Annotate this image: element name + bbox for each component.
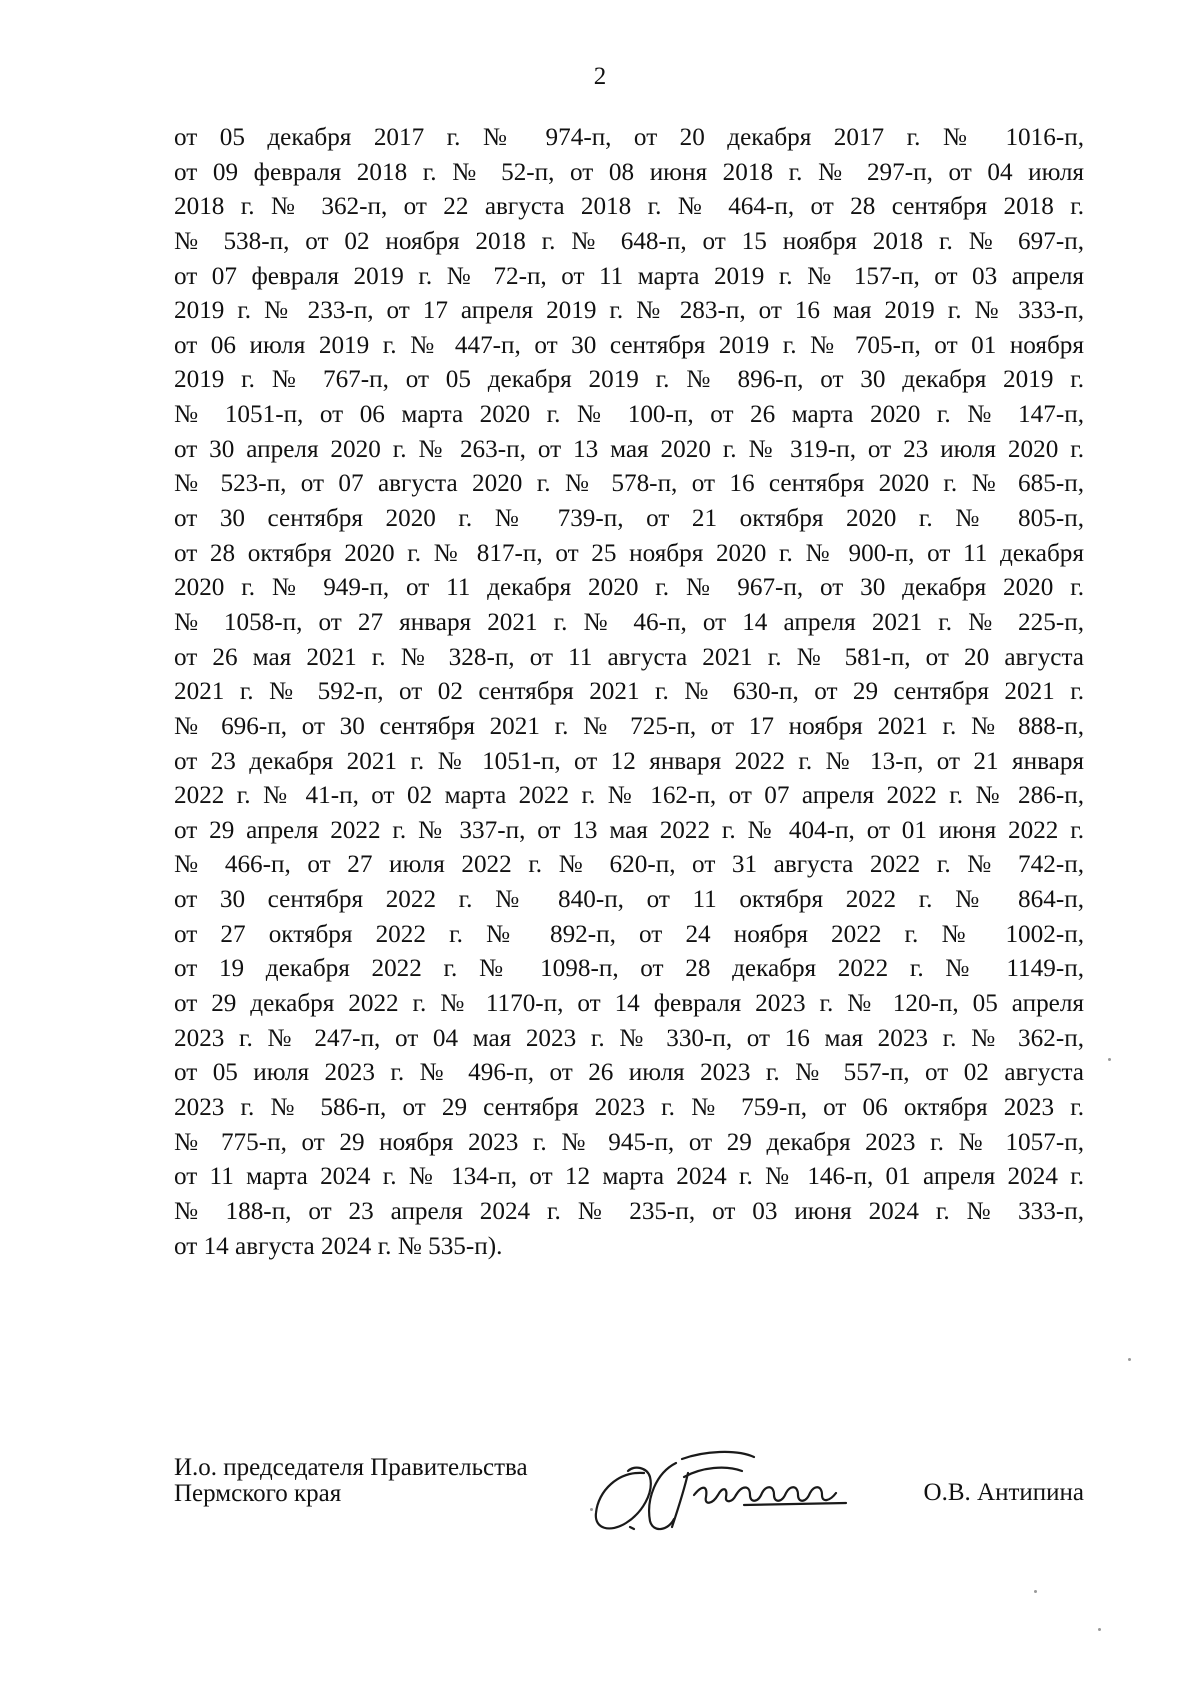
body-line: 2018 г. № 362-п, от 22 августа 2018 г. № 464-п, от 28 сентября 2018 г. [174, 193, 1084, 221]
body-line: от 30 апреля 2020 г. № 263-п, от 13 мая 2020 г. № 319-п, от 23 июля 2020 г. [174, 435, 1084, 463]
body-line: № 538-п, от 02 ноября 2018 г. № 648-п, от 15 ноября 2018 г. № 697-п, [174, 227, 1084, 255]
body-line: от 30 сентября 2022 г. № 840-п, от 11 октября 2022 г. № 864-п, [174, 886, 1084, 914]
body-line: 2022 г. № 41-п, от 02 марта 2022 г. № 162-п, от 07 апреля 2022 г. № 286-п, [174, 782, 1084, 810]
body-line: от 23 декабря 2021 г. № 1051-п, от 12 января 2022 г. № 13-п, от 21 января [174, 747, 1084, 775]
body-line: от 06 июля 2019 г. № 447-п, от 30 сентября 2019 г. № 705-п, от 01 ноября [174, 331, 1084, 359]
scan-speck [1034, 1590, 1037, 1593]
body-line: № 466-п, от 27 июля 2022 г. № 620-п, от 31 августа 2022 г. № 742-п, [174, 851, 1084, 879]
body-line: № 1051-п, от 06 марта 2020 г. № 100-п, от 26 марта 2020 г. № 147-п, [174, 401, 1084, 429]
signatory-position-line: И.о. председателя Правительства [174, 1454, 528, 1481]
body-line-last: от 14 августа 2024 г. № 535-п). [174, 1232, 503, 1260]
body-line: от 27 октября 2022 г. № 892-п, от 24 ноября 2022 г. № 1002-п, [174, 920, 1084, 948]
body-line: от 19 декабря 2022 г. № 1098-п, от 28 декабря 2022 г. № 1149-п, [174, 955, 1084, 983]
body-line: от 09 февраля 2018 г. № 52-п, от 08 июня 2018 г. № 297-п, от 04 июля [174, 158, 1084, 186]
body-line: 2019 г. № 233-п, от 17 апреля 2019 г. № 283-п, от 16 мая 2019 г. № 333-п, [174, 297, 1084, 325]
signature-block [174, 1455, 1084, 1545]
body-line: № 188-п, от 23 апреля 2024 г. № 235-п, от 03 июня 2024 г. № 333-п, [174, 1197, 1084, 1225]
body-line: от 11 марта 2024 г. № 134-п, от 12 марта 2024 г. № 146-п, 01 апреля 2024 г. [174, 1163, 1084, 1191]
page-number: 2 [593, 63, 607, 90]
body-text [174, 121, 1084, 1264]
body-line: 2020 г. № 949-п, от 11 декабря 2020 г. № 967-п, от 30 декабря 2020 г. [174, 574, 1084, 602]
scan-speck [1098, 1628, 1101, 1631]
body-line: 2023 г. № 586-п, от 29 сентября 2023 г. № 759-п, от 06 октября 2023 г. [174, 1093, 1084, 1121]
body-line: 2019 г. № 767-п, от 05 декабря 2019 г. № 896-п, от 30 декабря 2019 г. [174, 366, 1084, 394]
signatory-position [174, 1455, 528, 1507]
body-line: от 28 октября 2020 г. № 817-п, от 25 ноября 2020 г. № 900-п, от 11 декабря [174, 539, 1084, 567]
body-line: 2023 г. № 247-п, от 04 мая 2023 г. № 330-п, от 16 мая 2023 г. № 362-п, [174, 1024, 1084, 1052]
body-line: 2021 г. № 592-п, от 02 сентября 2021 г. № 630-п, от 29 сентября 2021 г. [174, 678, 1084, 706]
body-line: от 29 декабря 2022 г. № 1170-п, от 14 февраля 2023 г. № 120-п, 05 апреля [174, 990, 1084, 1018]
signatory-position-line: Пермского края [174, 1480, 342, 1507]
signatory-name: О.В. Антипина [923, 1479, 1084, 1506]
body-line: от 29 апреля 2022 г. № 337-п, от 13 мая 2022 г. № 404-п, от 01 июня 2022 г. [174, 816, 1084, 844]
scan-speck [590, 1508, 593, 1511]
body-line: № 1058-п, от 27 января 2021 г. № 46-п, от 14 апреля 2021 г. № 225-п, [174, 608, 1084, 636]
body-line: от 30 сентября 2020 г. № 739-п, от 21 октября 2020 г. № 805-п, [174, 505, 1084, 533]
body-line: № 775-п, от 29 ноября 2023 г. № 945-п, от 29 декабря 2023 г. № 1057-п, [174, 1128, 1084, 1156]
body-line: от 05 декабря 2017 г. № 974-п, от 20 декабря 2017 г. № 1016-п, [174, 124, 1084, 151]
scan-speck [1128, 1358, 1131, 1361]
body-line: от 26 мая 2021 г. № 328-п, от 11 августа 2021 г. № 581-п, от 20 августа [174, 643, 1084, 671]
handwritten-signature-icon [584, 1443, 894, 1539]
body-line: от 05 июля 2023 г. № 496-п, от 26 июля 2023 г. № 557-п, от 02 августа [174, 1059, 1084, 1087]
body-line: № 696-п, от 30 сентября 2021 г. № 725-п, от 17 ноября 2021 г. № 888-п, [174, 712, 1084, 740]
body-line: от 07 февраля 2019 г. № 72-п, от 11 марта 2019 г. № 157-п, от 03 апреля [174, 262, 1084, 290]
body-line: № 523-п, от 07 августа 2020 г. № 578-п, от 16 сентября 2020 г. № 685-п, [174, 470, 1084, 498]
scan-speck [1108, 1058, 1111, 1061]
